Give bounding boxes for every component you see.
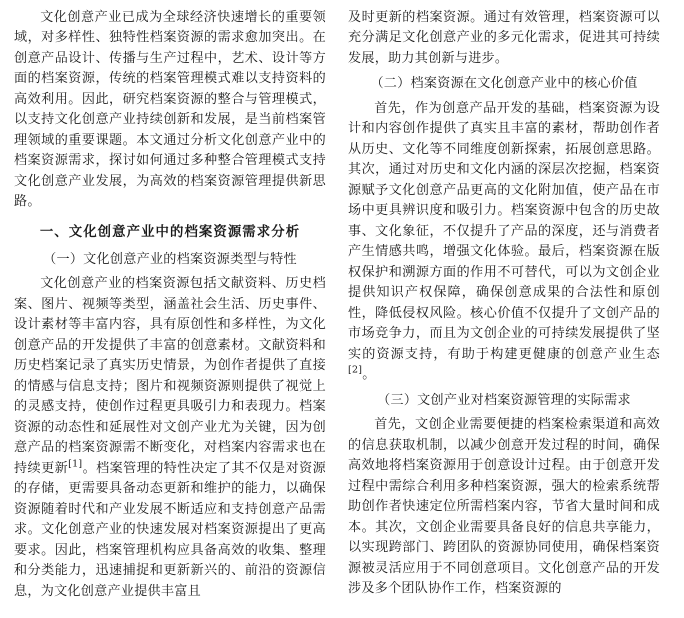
- sub-heading-1-1: （一）文化创意产业的档案资源类型与特性: [43, 251, 297, 267]
- paragraph-practical-needs: 首先，文创企业需要便捷的档案检索渠道和高效的信息获取机制，以减少创意开发过程的时间，确保高效地将档案资源用于创意设计过程。由于创意开发过程中需综合利用多种档案资源，强大的检索系统帮助创作者快速定位所需档案内容，节省大量时间和成本。其次，文创企业需要具备良好的信息共享能力，以实现跨部门、跨团队的资源协同使用，确保档案资源被灵活应用于不同创意项目。文化创意产品的开发涉及多个团队协作工作，档案资源的: [348, 417, 660, 597]
- paragraph-archive-types-text: 文化创意产业的档案资源包括文献资料、历史档案、图片、视频等类型，涵盖社会生活、历史事件、设计素材等丰富内容，具有原创性和多样性，为文化创意产品的开发提供了丰富的创意素材。文献资料和历史档案记录了真实历史情景，为创作者提供了直接的情感与信息支持；图片和视频资源则提供了视觉上的灵感支持，使创作过程更具吸引力和表现力。档案资源的动态性和延展性对文创产业尤为关键，因为创意产品的档案资源需不断变化，对档案内容需求也在持续更新: [14, 276, 326, 476]
- paragraph-core-value-text: 首先，作为创意产品开发的基础，档案资源为设计和内容创作提供了真实且丰富的素材，帮助创作者从历史、文化等不同维度创新探索，拓展创意思路。其次，通过对历史和文化内涵的深层次挖掘，档案资源赋予文化创意产品更高的文化附加值，使产品在市场中更具辨识度和吸引力。档案资源中包含的历史故事、文化象征，不仅提升了产品的深度，还与消费者产生情感共鸣，增强文化体验。最后，档案资源在版权保护和溯源方面的作用不可替代，可以为文创企业提供知识产权保障，确保创意成果的合法性和原创性，降低侵权风险。核心价值不仅提升了文创产品的市场竞争力，而且为文创企业的可持续发展提供了坚实的资源支持，有助于构建更健康的创意产业生态: [348, 100, 660, 362]
- footnote-ref-1[interactable]: [1]: [68, 458, 83, 470]
- sub-heading-1-3: （三）文创产业对档案资源管理的实际需求: [377, 392, 631, 408]
- paragraph-core-value-text-cont: 。: [362, 367, 376, 383]
- sub-heading-1-2: （二）档案资源在文化创意产业中的核心价值: [370, 76, 638, 92]
- left-column: [14, 8, 326, 612]
- paragraph-core-value: [348, 99, 660, 386]
- section-heading-1: 一、文化创意产业中的档案资源需求分析: [39, 223, 301, 240]
- paragraph-archive-types-text-cont: 。档案管理的特性决定了其不仅是对资源的存储，更需要具备动态更新和维护的能力，以确保资源随着时代和产业发展不断适应和支持创意产品需求。文化创意产业的快速发展对档案资源提出了更高要求。因此，档案管理机构应具备高效的收集、整理和分类能力，迅速捕捉和更新新兴的、前沿的资源信息，为文化创意产业提供丰富且: [14, 460, 326, 599]
- footnote-ref-2[interactable]: [2]: [348, 364, 363, 376]
- paragraph-archive-types: [14, 274, 326, 602]
- paragraph-intro: 文化创意产业已成为全球经济快速增长的重要领域，对多样性、独特性档案资源的需求愈加突出。在创意产品设计、传播与生产过程中，艺术、设计等方面的档案资源，传统的档案管理模式难以支持资料的高效利用。因此，研究档案资源的整合与管理模式，以支持文化创意产业持续创新和发展，是当前档案管理领域的重要课题。本文通过分析文化创意产业中的档案资源需求，探讨如何通过多种整合管理模式支持文化创意产业发展，为高效的档案资源管理提供新思路。: [14, 10, 326, 210]
- right-column: [348, 8, 660, 612]
- paragraph-continuation: 及时更新的档案资源。通过有效管理，档案资源可以充分满足文化创意产业的多元化需求，促进其可持续发展，助力其创新与进步。: [348, 10, 660, 66]
